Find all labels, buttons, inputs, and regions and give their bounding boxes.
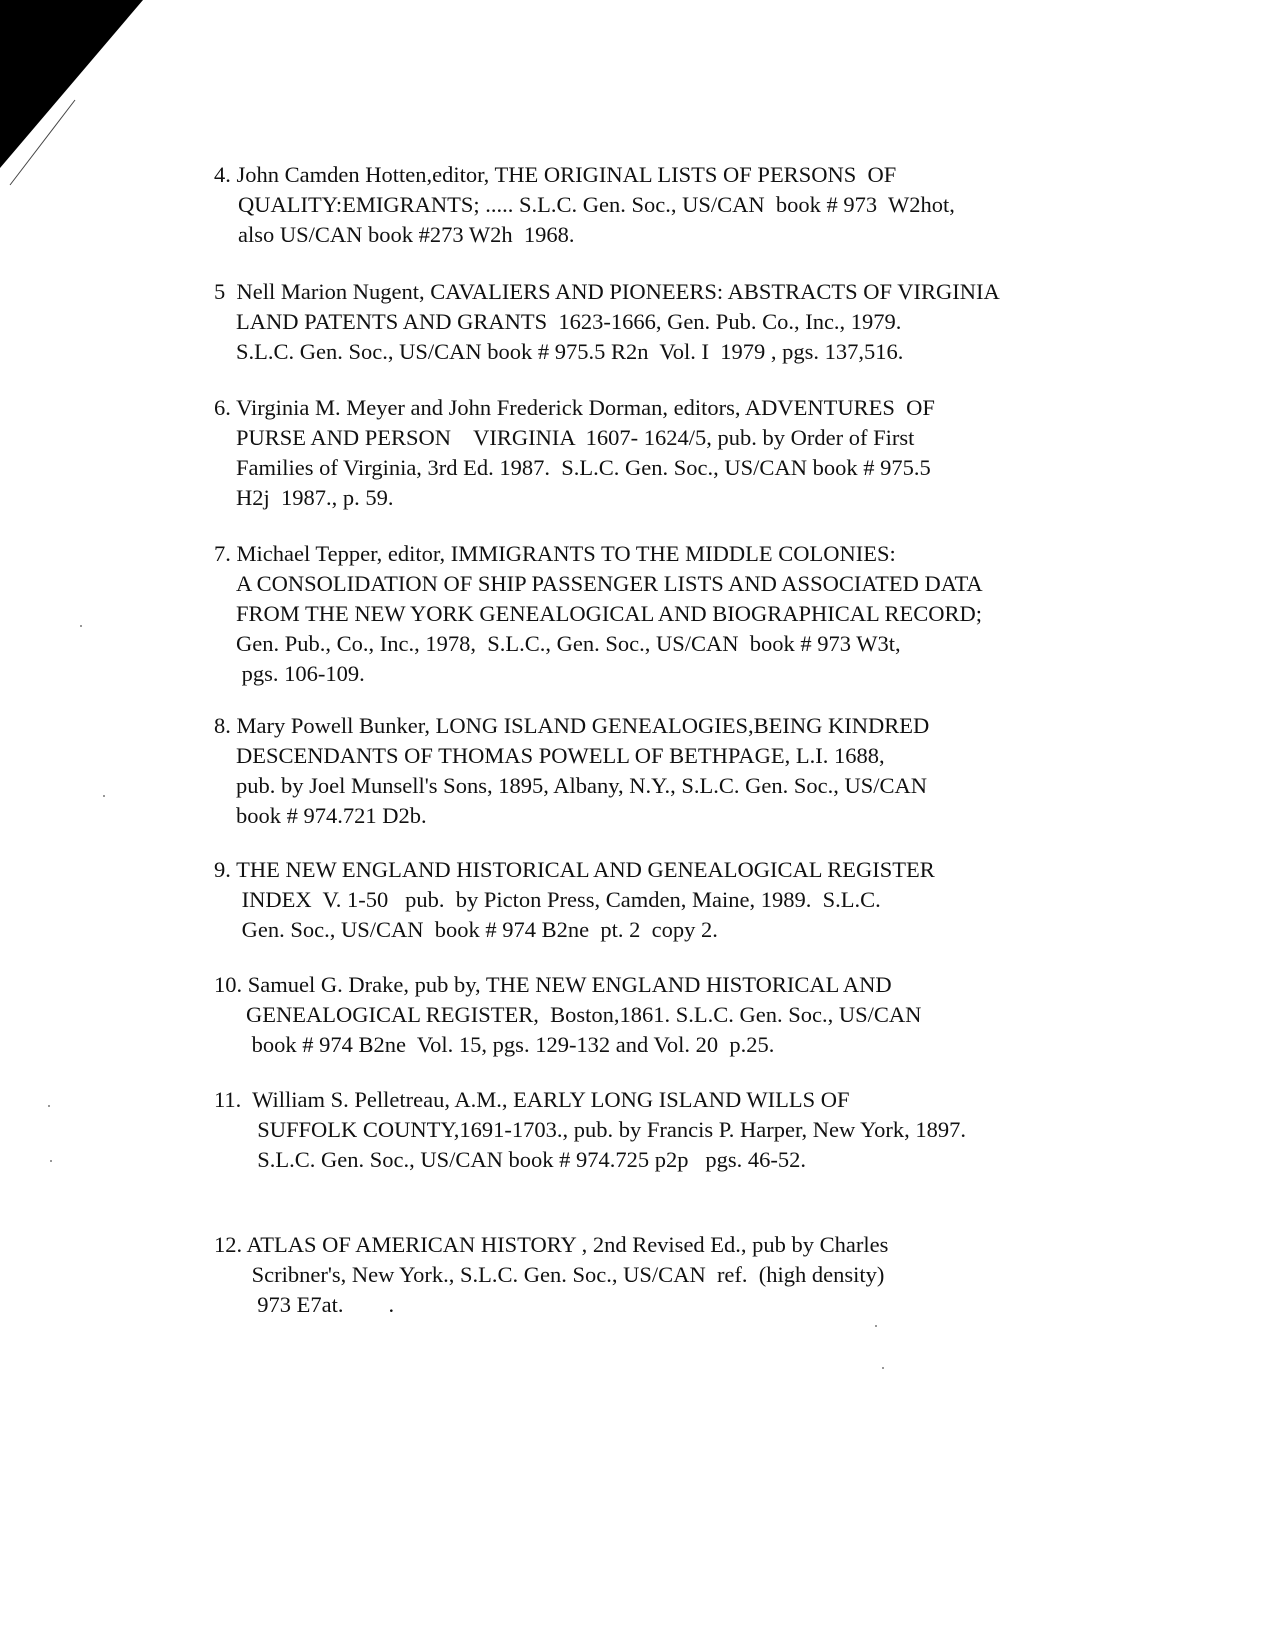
reference-line: PURSE AND PERSON VIRGINIA 1607- 1624/5, pub. by Order of First <box>236 425 915 450</box>
reference-line: book # 974.721 D2b. <box>236 803 427 828</box>
reference-number: 4. <box>214 162 231 187</box>
reference-line: book # 974 B2ne Vol. 15, pgs. 129-132 and Vol. 20 p.25. <box>246 1032 775 1057</box>
reference-number: 11. <box>214 1087 242 1112</box>
reference-item-11 <box>214 1085 966 1175</box>
reference-line: pub. by Joel Munsell's Sons, 1895, Albany, N.Y., S.L.C. Gen. Soc., US/CAN <box>236 773 927 798</box>
reference-number: 10. <box>214 972 243 997</box>
reference-number: 7. <box>214 541 231 566</box>
reference-item-9 <box>214 855 935 945</box>
reference-item-10 <box>214 970 922 1060</box>
reference-item-7 <box>214 539 983 689</box>
reference-number: 8. <box>214 713 231 738</box>
reference-line: 6. Virginia M. Meyer and John Frederick Dorman, editors, ADVENTURES OF <box>214 395 935 420</box>
reference-line: 4. John Camden Hotten,editor, THE ORIGINAL LISTS OF PERSONS OF <box>214 162 897 187</box>
reference-line: 5 Nell Marion Nugent, CAVALIERS AND PIONEERS: ABSTRACTS OF VIRGINIA <box>214 279 1000 304</box>
reference-line: 973 E7at. . <box>246 1292 395 1317</box>
reference-line: DESCENDANTS OF THOMAS POWELL OF BETHPAGE, L.I. 1688, <box>236 743 885 768</box>
reference-line: Families of Virginia, 3rd Ed. 1987. S.L.C. Gen. Soc., US/CAN book # 975.5 <box>236 455 931 480</box>
reference-line: 12. ATLAS OF AMERICAN HISTORY , 2nd Revised Ed., pub by Charles <box>214 1232 889 1257</box>
reference-line: INDEX V. 1-50 pub. by Picton Press, Camden, Maine, 1989. S.L.C. <box>236 887 881 912</box>
reference-number: 5 <box>214 279 226 304</box>
reference-line: GENEALOGICAL REGISTER, Boston,1861. S.L.C. Gen. Soc., US/CAN <box>246 1002 922 1027</box>
reference-line: Gen. Soc., US/CAN book # 974 B2ne pt. 2 copy 2. <box>236 917 718 942</box>
reference-line: SUFFOLK COUNTY,1691-1703., pub. by Francis P. Harper, New York, 1897. <box>246 1117 966 1142</box>
reference-line: 9. THE NEW ENGLAND HISTORICAL AND GENEALOGICAL REGISTER <box>214 857 935 882</box>
reference-line: A CONSOLIDATION OF SHIP PASSENGER LISTS AND ASSOCIATED DATA <box>236 571 983 596</box>
reference-line: H2j 1987., p. 59. <box>236 485 394 510</box>
reference-item-8 <box>214 711 929 831</box>
reference-line: pgs. 106-109. <box>236 661 365 686</box>
reference-item-12 <box>214 1230 888 1320</box>
reference-line: 8. Mary Powell Bunker, LONG ISLAND GENEALOGIES,BEING KINDRED <box>214 713 930 738</box>
reference-line: LAND PATENTS AND GRANTS 1623-1666, Gen. Pub. Co., Inc., 1979. <box>236 309 902 334</box>
reference-line: QUALITY:EMIGRANTS; ..... S.L.C. Gen. Soc., US/CAN book # 973 W2hot, <box>238 192 955 217</box>
reference-number: 6. <box>214 395 231 420</box>
reference-line: also US/CAN book #273 W2h 1968. <box>238 222 575 247</box>
reference-line: S.L.C. Gen. Soc., US/CAN book # 975.5 R2n Vol. I 1979 , pgs. 137,516. <box>236 339 904 364</box>
reference-item-5 <box>214 277 1000 367</box>
reference-line: Gen. Pub., Co., Inc., 1978, S.L.C., Gen. Soc., US/CAN book # 973 W3t, <box>236 631 901 656</box>
reference-line: S.L.C. Gen. Soc., US/CAN book # 974.725 p2p pgs. 46-52. <box>246 1147 807 1172</box>
reference-number: 9. <box>214 857 231 882</box>
reference-line: Scribner's, New York., S.L.C. Gen. Soc., US/CAN ref. (high density) <box>246 1262 885 1287</box>
reference-item-6 <box>214 393 935 513</box>
reference-line: 11. William S. Pelletreau, A.M., EARLY LONG ISLAND WILLS OF <box>214 1087 850 1112</box>
reference-item-4 <box>214 160 955 250</box>
reference-line: 10. Samuel G. Drake, pub by, THE NEW ENGLAND HISTORICAL AND <box>214 972 892 997</box>
reference-line: 7. Michael Tepper, editor, IMMIGRANTS TO THE MIDDLE COLONIES: <box>214 541 896 566</box>
reference-line: FROM THE NEW YORK GENEALOGICAL AND BIOGRAPHICAL RECORD; <box>236 601 983 626</box>
reference-number: 12. <box>214 1232 243 1257</box>
